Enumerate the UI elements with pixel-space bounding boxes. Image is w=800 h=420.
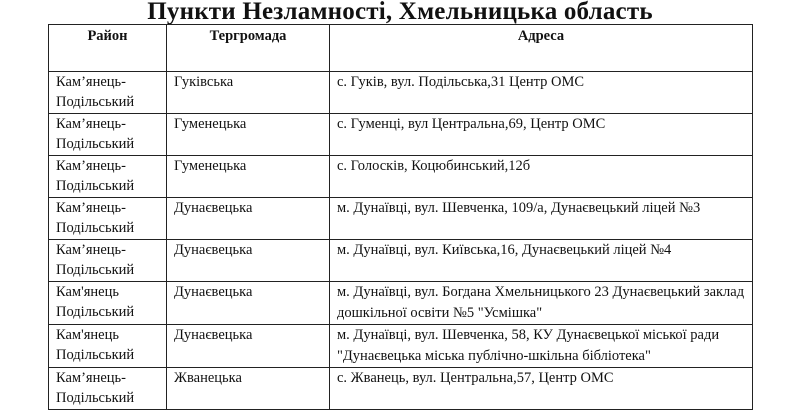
cell-district: Кам’янець-Подільський — [49, 198, 167, 240]
cell-address: с. Гуків, вул. Подільська,31 Центр ОМС — [330, 72, 753, 114]
header-community: Тергромада — [167, 25, 330, 72]
header-district: Район — [49, 25, 167, 72]
page-title: Пункти Незламності, Хмельницька область — [147, 0, 653, 25]
cell-community: Дунаєвецька — [167, 198, 330, 240]
table-row — [49, 72, 753, 114]
table-row — [49, 325, 753, 368]
cell-address: с. Голосків, Коцюбинський,12б — [330, 156, 753, 198]
table-row — [49, 114, 753, 156]
cell-address: с. Жванець, вул. Центральна,57, Центр ОМС — [330, 368, 753, 410]
cell-address: м. Дунаївці, вул. Київська,16, Дунаєвецький ліцей №4 — [330, 240, 753, 282]
cell-community: Дунаєвецька — [167, 240, 330, 282]
cell-district: Кам’янець-Подільський — [49, 368, 167, 410]
cell-community: Дунаєвецька — [167, 282, 330, 325]
cell-district: Кам’янець-Подільський — [49, 240, 167, 282]
cell-community: Гуківська — [167, 72, 330, 114]
cell-community: Гуменецька — [167, 156, 330, 198]
cell-address: с. Гуменці, вул Центральна,69, Центр ОМС — [330, 114, 753, 156]
cell-community: Дунаєвецька — [167, 325, 330, 368]
cell-district: Кам'янець Подільський — [49, 325, 167, 368]
locations-table — [48, 24, 753, 410]
cell-address: м. Дунаївці, вул. Шевченка, 58, КУ Дунаєвецької міської ради "Дунаєвецька міська публічно-шкільна бібліотека" — [330, 325, 753, 368]
cell-community: Гуменецька — [167, 114, 330, 156]
table-row — [49, 368, 753, 410]
cell-community: Жванецька — [167, 368, 330, 410]
cell-district: Кам'янець Подільський — [49, 282, 167, 325]
table-row — [49, 282, 753, 325]
header-address: Адреса — [330, 25, 753, 72]
cell-address: м. Дунаївці, вул. Богдана Хмельницького 23 Дунаєвецький заклад дошкільної освіти №5 "Усмішка" — [330, 282, 753, 325]
cell-address: м. Дунаївці, вул. Шевченка, 109/а, Дунаєвецький ліцей №3 — [330, 198, 753, 240]
table-row — [49, 240, 753, 282]
table-row — [49, 198, 753, 240]
cell-district: Кам’янець-Подільський — [49, 156, 167, 198]
cell-district: Кам’янець-Подільський — [49, 114, 167, 156]
table-row — [49, 156, 753, 198]
cell-district: Кам’янець-Подільський — [49, 72, 167, 114]
table-header-row — [49, 25, 753, 72]
